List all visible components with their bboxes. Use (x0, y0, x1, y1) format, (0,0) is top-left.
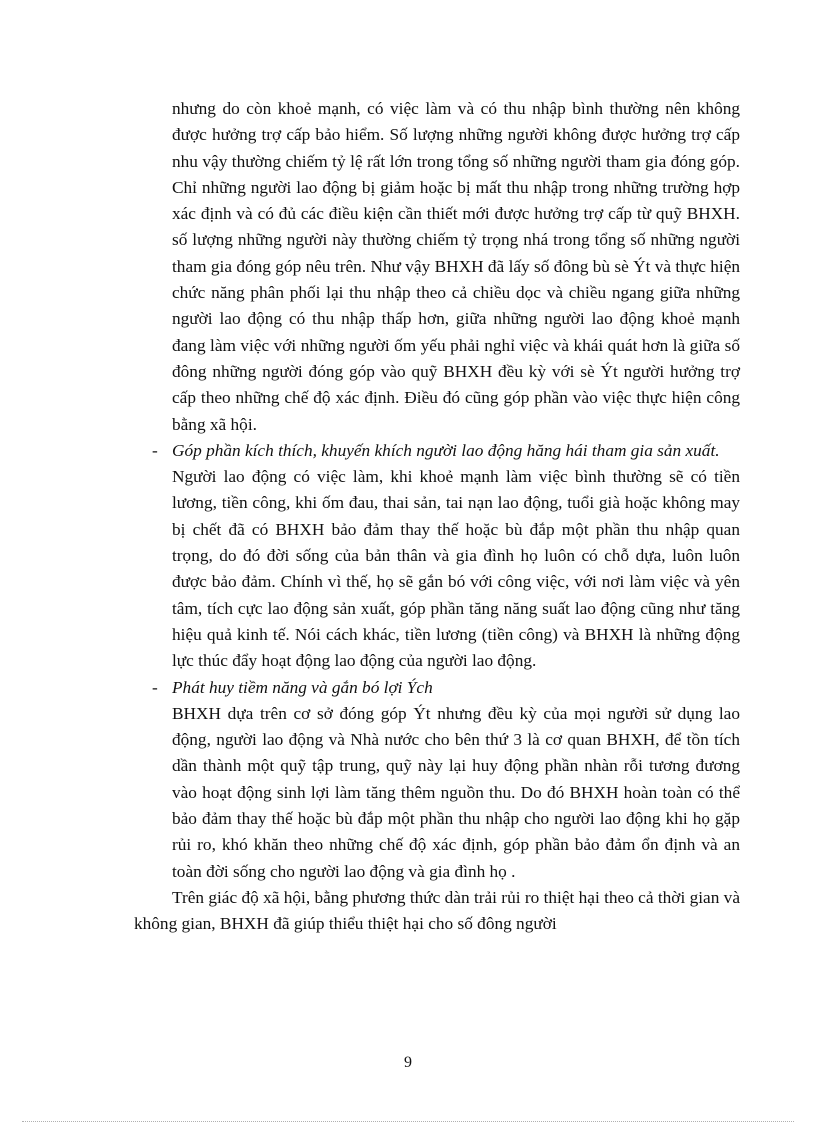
footer-dotted-rule (22, 1121, 794, 1122)
paragraph-bullet-1-body: Người lao động có việc làm, khi khoẻ mạnh làm việc bình thường sẽ có tiền lương, tiền công, khi ốm đau, thai sản, tai nạn lao động, tuổi già hoặc không may bị chết đã có BHXH bảo đảm thay thế hoặc bù đắp một phần thu nhập quan trọng, do đó đời sống của bản thân và gia đình họ luôn có chỗ dựa, luôn luôn được bảo đảm. Chính vì thế, họ sẽ gắn bó với công việc, với nơi làm việc và yên tâm, tích cực lao động sản xuất, góp phần tăng năng suất lao động cũng như tăng hiệu quả kinh tế. Nói cách khác, tiền lương (tiền công) và BHXH là những động lực thúc đẩy hoạt động lao động của người lao động. (172, 467, 740, 671)
page-number: 9 (404, 1054, 412, 1071)
bullet-title-2: Phát huy tiềm năng và gắn bó lợi Ých (172, 677, 433, 697)
bullet-dash-1: - (152, 440, 158, 460)
paragraph-intro: nhưng do còn khoẻ mạnh, có việc làm và có thu nhập bình thường nên không được hưởng trợ cấp bảo hiểm. Số lượng những người không được hưởng trợ cấp nhu vậy thường chiếm tỷ lệ rất lớn trong tổng số những người tham gia đóng góp. Chỉ những người lao động bị giảm hoặc bị mất thu nhập trong những trường hợp xác định và có đủ các điều kiện cần thiết mới được hưởng trợ cấp từ quỹ BHXH. số lượng những người này thường chiếm tỷ trọng nhá trong tổng số những người tham gia đóng góp nêu trên. Như vậy BHXH đã lấy số đông bù sè Ýt và thực hiện chức năng phân phối lại thu nhập theo cả chiều dọc và chiều ngang giữa những người lao động có thu nhập thấp hơn, giữa những người lao động khoẻ mạnh đang làm việc với những người ốm yếu phải nghỉ việc và khái quát hơn là giữa số đông những người đóng góp vào quỹ BHXH đều kỳ với sè Ýt người hưởng trợ cấp theo những chế độ xác định. Điều đó cũng góp phần vào việc thực hiện công bằng xã hội. (172, 99, 740, 434)
bullet-title-1: Góp phần kích thích, khuyến khích người lao động hăng hái tham gia sản xuất. (172, 440, 720, 460)
paragraph-bullet-2-body: BHXH dựa trên cơ sở đóng góp Ýt nhưng đều kỳ của mọi người sử dụng lao động, người lao động và Nhà nước cho bên thứ 3 là cơ quan BHXH, để tồn tích dần thành một quỹ tập trung, quỹ này lại huy động phần nhàn rỗi tương đương vào hoạt động sinh lợi làm tăng thêm nguồn thu. Do đó BHXH hoàn toàn có thể bảo đảm thay thế hoặc bù đắp một phần thu nhập cho người lao động khi họ gặp rủi ro, khó khăn theo những chế độ xác định, góp phần bảo đảm ổn định và an toàn đời sống cho người lao động và gia đình họ . (172, 703, 740, 881)
bullet-item-2 (152, 675, 740, 701)
bullet-dash-2: - (152, 677, 158, 697)
page-content (134, 96, 740, 938)
paragraph-last: Trên giác độ xã hội, bằng phương thức dàn trải rủi ro thiệt hại theo cả thời gian và không gian, BHXH đã giúp thiểu thiệt hại cho số đông người (134, 887, 740, 934)
bullet-item-1 (152, 438, 740, 464)
